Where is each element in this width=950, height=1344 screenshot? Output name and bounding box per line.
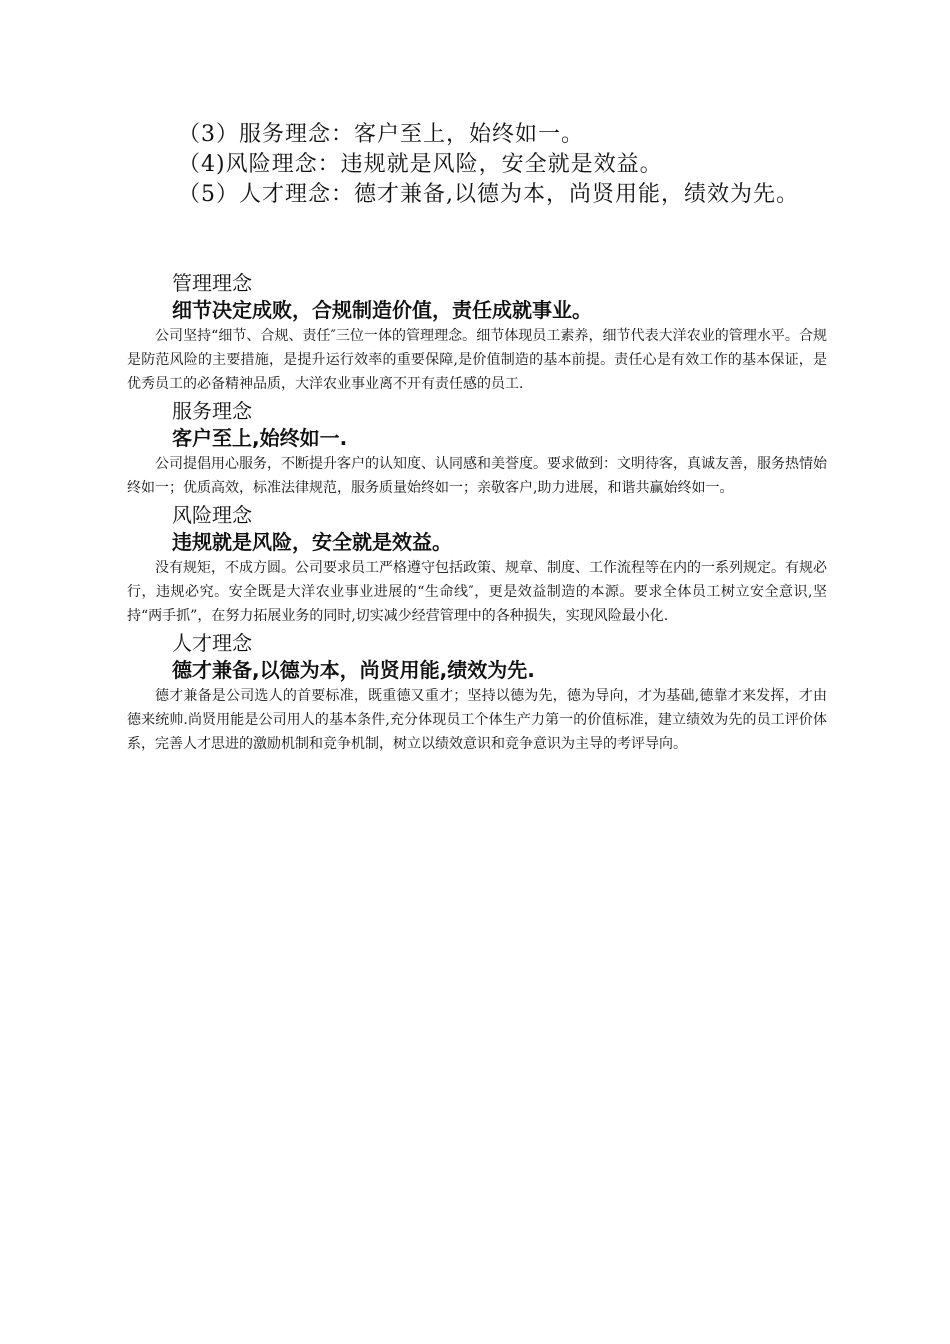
section-motto: 细节决定成败，合规制造价值，责任成就事业。 [172,298,592,322]
summary-item-talent: （5）人才理念：德才兼备,以德为本，尚贤用能，绩效为先。 [178,182,799,207]
section-risk [127,502,827,628]
section-body: 没有规矩，不成方圆。公司要求员工严格遵守包括政策、规章、制度、工作流程等在内的一系列规定。有规必行，违规必究。安全既是大洋农业事业进展的“生命线″，更是效益制造的本源。要求全体员工树立安全意识,坚持“两手抓”，在努力拓展业务的同时,切实减少经营管理中的各种损失，实现风险最小化. [127,560,827,624]
section-motto: 客户至上,始终如一. [172,426,348,450]
section-title: 服务理念 [172,399,252,423]
section-motto: 违规就是风险，安全就是效益。 [172,530,452,554]
section-title: 人才理念 [172,631,252,655]
section-title: 管理理念 [172,271,252,295]
section-management [127,270,827,396]
section-body: 公司提倡用心服务，不断提升客户的认知度、认同感和美誉度。要求做到：文明待客，真诚友善，服务热情始终如一；优质高效，标准法律规范，服务质量始终如一；亲敬客户,助力进展，和谐共赢始终如一。 [127,456,827,496]
summary-item-risk: （4)风险理念：违规就是风险，安全就是效益。 [178,152,663,177]
section-body: 公司坚持“细节、合规、责任″三位一体的管理理念。细节体现员工素养，细节代表大洋农业的管理水平。合规是防范风险的主要措施，是提升运行效率的重要保障,是价值制造的基本前提。责任心是有效工作的基本保证，是优秀员工的必备精神品质，大洋农业事业离不开有责任感的员工. [127,328,827,392]
section-talent [127,630,827,756]
section-service [127,398,827,500]
section-title: 风险理念 [172,503,252,527]
summary-item-service: （3）服务理念：客户至上，始终如一。 [178,122,584,147]
section-body: 德才兼备是公司选人的首要标准，既重德又重才；坚持以德为先，德为导向，才为基础,德靠才来发挥，才由德来统帅.尚贤用能是公司用人的基本条件,充分体现员工个体生产力第一的价值标准，建立绩效为先的员工评价体系，完善人才思进的激励机制和竞争机制，树立以绩效意识和竞争意识为主导的考评导向。 [127,688,827,752]
section-motto: 德才兼备,以德为本，尚贤用能,绩效为先. [172,658,535,682]
philosophy-sections [127,270,827,758]
philosophy-summary-list [178,120,878,210]
